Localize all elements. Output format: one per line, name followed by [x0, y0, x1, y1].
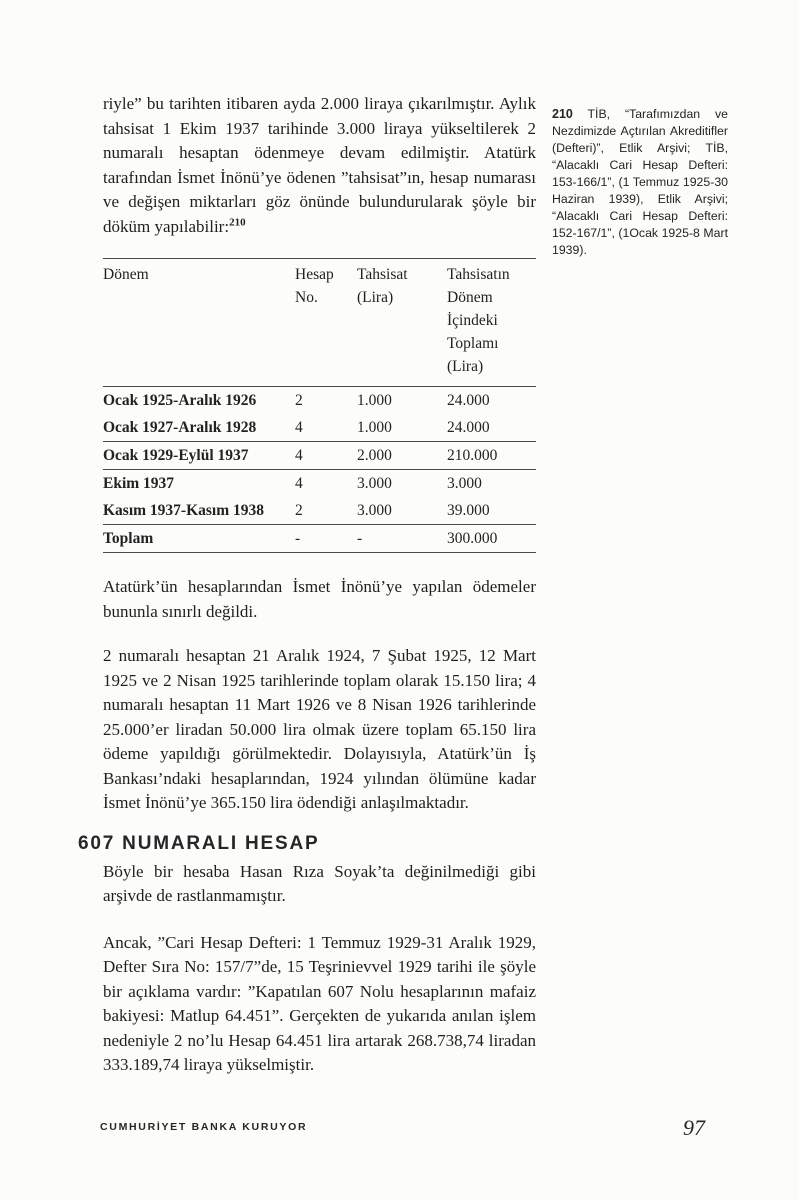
footnote-number: 210	[552, 107, 573, 121]
cell-amount: 3.000	[357, 502, 392, 519]
paragraph-odemeler: Atatürk’ün hesaplarından İsmet İnönü’ye yapılan ödemeler bununla sınırlı değildi.	[103, 577, 536, 621]
paragraph-text: riyle” bu tarihten itibaren ayda 2.000 liraya çıkarılmıştır. Aylık tahsisat 1 Ekim 1937 tarihinde 3.000 liraya yükseltilerek 2 numaralı hesaptan ödenmeye devam edilmiştir. Atatürk tarafından İsmet İnönü’ye ödenen ”tahsisat”ın, hesap numarası ve değişen miktarları göz önünde bulundurularak şöyle bir döküm yapılabilir:	[103, 94, 536, 236]
cell-total: 210.000	[447, 447, 498, 464]
cell-total: 24.000	[447, 392, 490, 409]
page-number: 97	[683, 1115, 705, 1140]
column-header-tahsisat: Tahsisat (Lira)	[357, 266, 408, 306]
table-header	[103, 259, 536, 387]
table-row	[103, 414, 536, 442]
table-row	[103, 497, 536, 525]
paragraph-cari-hesap-defteri: Ancak, ”Cari Hesap Defteri: 1 Temmuz 1929-31 Aralık 1929, Defter Sıra No: 157/7”de, 15 Teşrinievvel 1929 tarihi ile şöyle bir açıklama vardır: ”Kapatılan 607 Nolu hesaplarının mafaiz bakiyesi: Matlup 64.451”. Gerçekten de yukarıda anılan işlem nedeniyle 2 no’lu Hesap 64.451 lira artarak 268.738,74 liradan 333.189,74 liraya yükselmiştir.	[103, 932, 536, 1074]
cell-account-no: 2	[295, 502, 303, 519]
cell-total: 3.000	[447, 475, 482, 492]
table-row	[103, 442, 536, 470]
cell-period: Ocak 1925-Aralık 1926	[103, 392, 257, 409]
table-row	[103, 387, 536, 415]
footnote-text: TİB, “Tarafımızdan ve Nezdimizde Açtırılan Akreditifler (Defteri)”, Etlik Arşivi; TİB, “Alacaklı Cari Hesap Defteri: 153-166/1”, (1 Temmuz 1925-30 Haziran 1939), Etlik Arşivi; “Alacaklı Cari Hesap Defteri: 152-167/1”, (1Ocak 1925-8 Mart 1939).	[552, 107, 728, 257]
cell-total: 24.000	[447, 419, 490, 436]
cell-account-no: -	[295, 530, 301, 547]
section-heading-607-numarali-hesap: 607 NUMARALI HESAP	[78, 832, 320, 854]
cell-amount: 3.000	[357, 475, 392, 492]
cell-period: Ocak 1927-Aralık 1928	[103, 419, 257, 436]
cell-total: 300.000	[447, 530, 498, 547]
running-footer-title: CUMHURİYET BANKA KURUYOR	[100, 1121, 308, 1133]
paragraph-tahsisat-intro	[103, 92, 536, 239]
cell-amount: -	[357, 530, 363, 547]
margin-footnote-210	[552, 106, 728, 259]
cell-account-no: 4	[295, 447, 303, 464]
paragraph-soyak: Böyle bir hesaba Hasan Rıza Soyak’ta değinilmediği gibi arşivde de rastlanmamıştır.	[103, 861, 536, 905]
cell-account-no: 2	[295, 392, 303, 409]
main-text-column	[78, 92, 536, 1078]
cell-account-no: 4	[295, 475, 303, 492]
footnote-reference-210: 210	[229, 215, 246, 228]
column-header-donem: Dönem	[103, 266, 149, 283]
tahsisat-table	[103, 258, 536, 553]
cell-period: Toplam	[103, 530, 154, 547]
table-row	[103, 470, 536, 498]
cell-total: 39.000	[447, 502, 490, 519]
cell-amount: 2.000	[357, 447, 392, 464]
column-header-toplam: Tahsisatın Dönem İçindeki Toplamı (Lira)	[447, 266, 510, 375]
cell-account-no: 4	[295, 419, 303, 436]
paragraph-hesap-detay: 2 numaralı hesaptan 21 Aralık 1924, 7 Şubat 1925, 12 Mart 1925 ve 2 Nisan 1925 tarihlerinde toplam olarak 15.150 lira; 4 numaralı hesaptan 11 Mart 1926 ve 8 Nisan 1926 tarihlerinde 25.000’er liradan 50.000 lira olmak üzere toplam 65.150 lira ödeme yapıldığı görülmektedir. Dolayısıyla, Atatürk’ün İş Bankası’ndaki hesaplarından, 1924 yılından ölümüne kadar İsmet İnönü’ye 365.150 lira ödendiği anlaşılmaktadır.	[103, 646, 536, 812]
table-row-total	[103, 525, 536, 553]
cell-period: Kasım 1937-Kasım 1938	[103, 502, 265, 519]
cell-period: Ekim 1937	[103, 475, 175, 492]
column-header-hesap-no: Hesap No.	[295, 266, 334, 306]
cell-amount: 1.000	[357, 392, 392, 409]
cell-amount: 1.000	[357, 419, 392, 436]
cell-period: Ocak 1929-Eylül 1937	[103, 447, 249, 464]
